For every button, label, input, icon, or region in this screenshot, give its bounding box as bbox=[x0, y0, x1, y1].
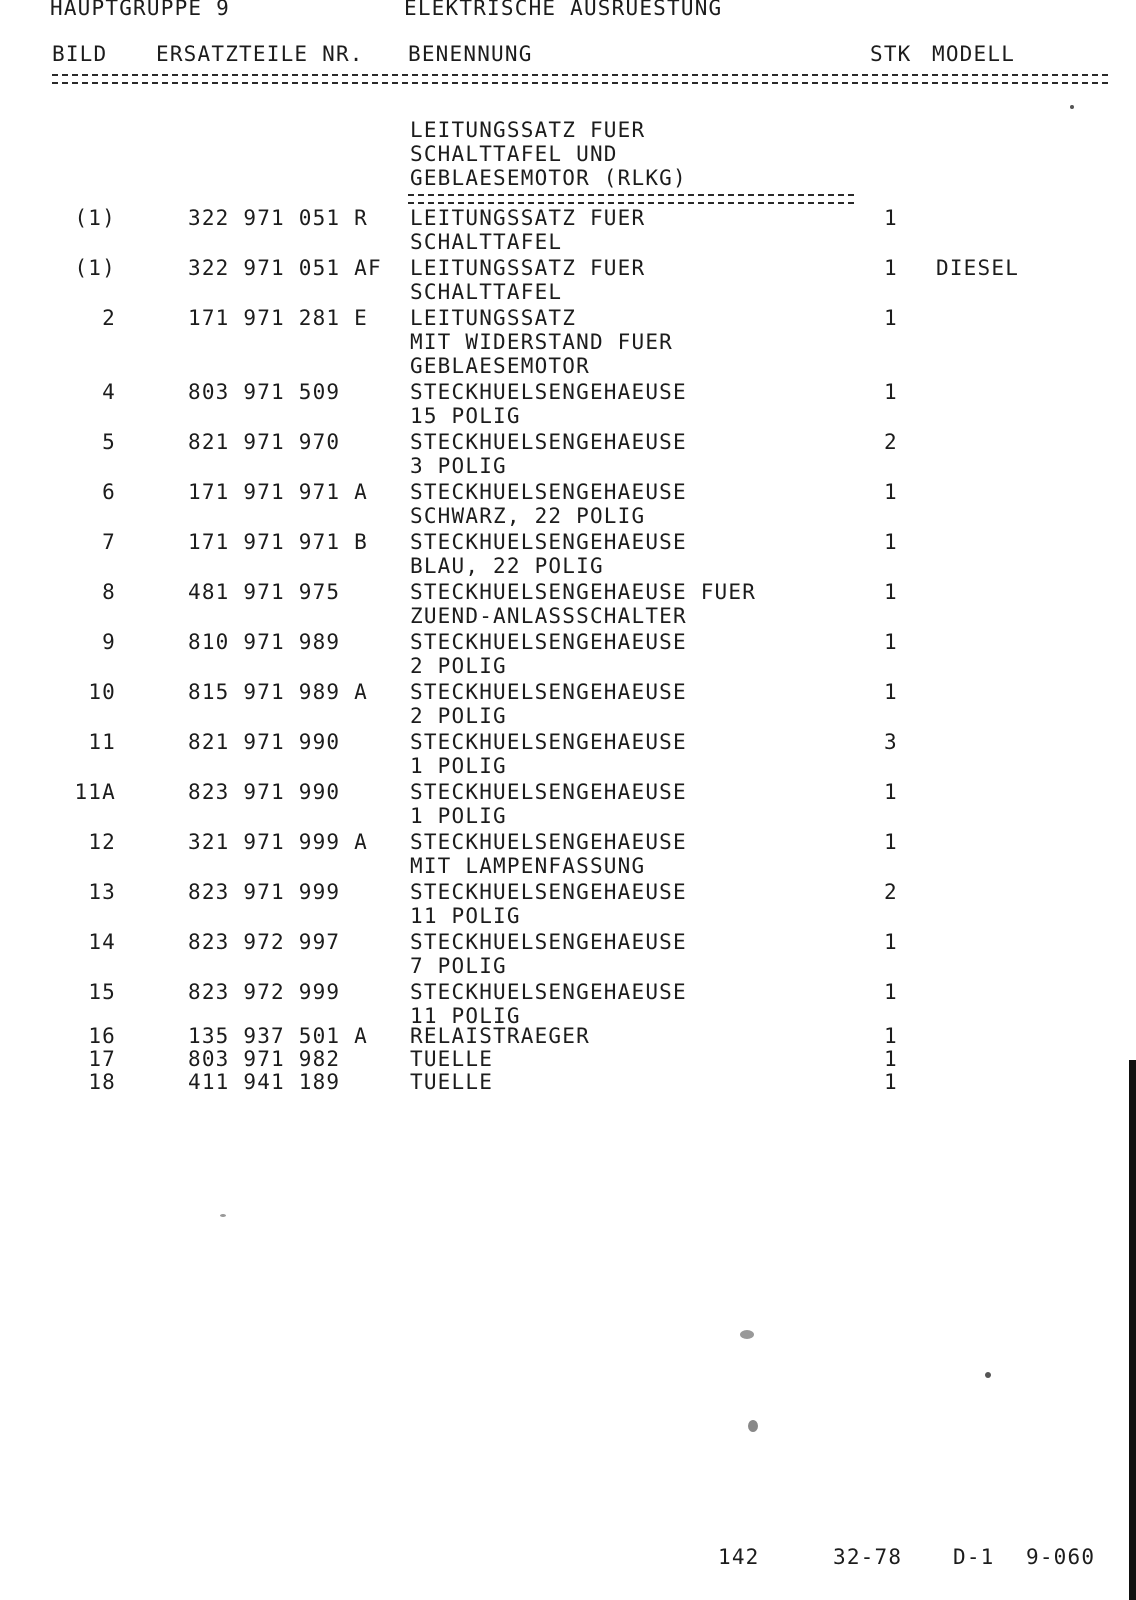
item-bild-number: 6 bbox=[102, 480, 116, 504]
item-description-line-1: STECKHUELSENGEHAEUSE bbox=[410, 930, 687, 954]
footer-code-page: 9-060 bbox=[1026, 1545, 1096, 1569]
item-description-line-1: STECKHUELSENGEHAEUSE bbox=[410, 630, 687, 654]
item-description-line-3: GEBLAESEMOTOR bbox=[410, 354, 590, 378]
item-bild-number: 4 bbox=[102, 380, 116, 404]
item-quantity: 1 bbox=[884, 306, 898, 330]
item-bild-number: 13 bbox=[88, 880, 116, 904]
item-model: DIESEL bbox=[936, 256, 1020, 280]
footer-date-code: 32-78 bbox=[833, 1545, 903, 1569]
column-header-quantity: STK bbox=[870, 42, 912, 66]
item-part-number: 821 971 990 bbox=[188, 730, 341, 754]
item-description-line-1: LEITUNGSSATZ bbox=[410, 306, 577, 330]
item-description-line-2: SCHALTTAFEL bbox=[410, 280, 563, 304]
item-part-number: 803 971 509 bbox=[188, 380, 341, 404]
item-description-line-2: MIT LAMPENFASSUNG bbox=[410, 854, 646, 878]
item-bild-number: 15 bbox=[88, 980, 116, 1004]
column-header-part-number: ERSATZTEILE NR. bbox=[156, 42, 364, 66]
item-description-line-2: 15 POLIG bbox=[410, 404, 521, 428]
item-description-line-1: TUELLE bbox=[410, 1070, 494, 1094]
item-part-number: 803 971 982 bbox=[188, 1047, 341, 1071]
item-part-number: 823 972 997 bbox=[188, 930, 341, 954]
column-header-description: BENENNUNG bbox=[408, 42, 533, 66]
item-quantity: 1 bbox=[884, 380, 898, 404]
scan-speck bbox=[748, 1420, 758, 1432]
item-part-number: 135 937 501 A bbox=[188, 1024, 368, 1048]
item-description-line-1: LEITUNGSSATZ FUER bbox=[410, 256, 646, 280]
item-part-number: 322 971 051 AF bbox=[188, 256, 382, 280]
item-bild-number: 8 bbox=[102, 580, 116, 604]
header-double-rule bbox=[52, 74, 1108, 84]
scan-speck bbox=[985, 1372, 991, 1378]
item-bild-number: 12 bbox=[88, 830, 116, 854]
column-header-model: MODELL bbox=[932, 42, 1016, 66]
item-quantity: 1 bbox=[884, 930, 898, 954]
item-description-line-1: STECKHUELSENGEHAEUSE bbox=[410, 780, 687, 804]
item-part-number: 411 941 189 bbox=[188, 1070, 341, 1094]
item-description-line-1: RELAISTRAEGER bbox=[410, 1024, 590, 1048]
footer-code-d: D-1 bbox=[953, 1545, 995, 1569]
item-quantity: 1 bbox=[884, 256, 898, 280]
item-part-number: 810 971 989 bbox=[188, 630, 341, 654]
item-part-number: 322 971 051 R bbox=[188, 206, 368, 230]
item-description-line-2: 1 POLIG bbox=[410, 754, 507, 778]
item-description-line-2: 11 POLIG bbox=[410, 1004, 521, 1028]
item-quantity: 2 bbox=[884, 430, 898, 454]
item-bild-number: 11A bbox=[74, 780, 116, 804]
item-bild-number: 9 bbox=[102, 630, 116, 654]
item-description-line-1: STECKHUELSENGEHAEUSE FUER bbox=[410, 580, 757, 604]
item-description-line-2: ZUEND-ANLASSSCHALTER bbox=[410, 604, 687, 628]
item-quantity: 1 bbox=[884, 480, 898, 504]
item-bild-number: 17 bbox=[88, 1047, 116, 1071]
item-quantity: 1 bbox=[884, 206, 898, 230]
item-part-number: 481 971 975 bbox=[188, 580, 341, 604]
item-quantity: 1 bbox=[884, 530, 898, 554]
section-title-line-2: SCHALTTAFEL UND bbox=[410, 142, 618, 166]
item-bild-number: 2 bbox=[102, 306, 116, 330]
item-description-line-1: STECKHUELSENGEHAEUSE bbox=[410, 980, 687, 1004]
scan-speck bbox=[220, 1214, 226, 1217]
item-bild-number: 16 bbox=[88, 1024, 116, 1048]
item-bild-number: 14 bbox=[88, 930, 116, 954]
item-part-number: 171 971 281 E bbox=[188, 306, 368, 330]
item-description-line-1: STECKHUELSENGEHAEUSE bbox=[410, 680, 687, 704]
item-bild-number: 7 bbox=[102, 530, 116, 554]
scan-speck bbox=[1070, 105, 1074, 109]
section-title-line-1: LEITUNGSSATZ FUER bbox=[410, 118, 646, 142]
item-quantity: 1 bbox=[884, 1047, 898, 1071]
item-description-line-1: TUELLE bbox=[410, 1047, 494, 1071]
item-quantity: 1 bbox=[884, 580, 898, 604]
item-bild-number: (1) bbox=[74, 256, 116, 280]
item-description-line-2: 2 POLIG bbox=[410, 704, 507, 728]
item-quantity: 1 bbox=[884, 830, 898, 854]
item-quantity: 2 bbox=[884, 880, 898, 904]
item-bild-number: 18 bbox=[88, 1070, 116, 1094]
section-double-rule bbox=[408, 194, 854, 204]
item-description-line-1: STECKHUELSENGEHAEUSE bbox=[410, 380, 687, 404]
item-part-number: 821 971 970 bbox=[188, 430, 341, 454]
scan-speck bbox=[740, 1330, 754, 1339]
item-part-number: 171 971 971 A bbox=[188, 480, 368, 504]
item-quantity: 1 bbox=[884, 680, 898, 704]
item-description-line-2: SCHALTTAFEL bbox=[410, 230, 563, 254]
section-title-line-3: GEBLAESEMOTOR (RLKG) bbox=[410, 166, 687, 190]
item-description-line-1: STECKHUELSENGEHAEUSE bbox=[410, 530, 687, 554]
main-group-label: HAUPTGRUPPE 9 bbox=[50, 0, 230, 20]
item-quantity: 1 bbox=[884, 1024, 898, 1048]
item-part-number: 815 971 989 A bbox=[188, 680, 368, 704]
item-quantity: 1 bbox=[884, 630, 898, 654]
item-description-line-2: BLAU, 22 POLIG bbox=[410, 554, 604, 578]
item-quantity: 1 bbox=[884, 980, 898, 1004]
item-description-line-1: STECKHUELSENGEHAEUSE bbox=[410, 830, 687, 854]
item-part-number: 321 971 999 A bbox=[188, 830, 368, 854]
item-description-line-1: STECKHUELSENGEHAEUSE bbox=[410, 430, 687, 454]
item-description-line-2: MIT WIDERSTAND FUER bbox=[410, 330, 674, 354]
item-quantity: 1 bbox=[884, 780, 898, 804]
item-bild-number: 10 bbox=[88, 680, 116, 704]
item-description-line-2: 7 POLIG bbox=[410, 954, 507, 978]
item-part-number: 823 971 990 bbox=[188, 780, 341, 804]
item-part-number: 171 971 971 B bbox=[188, 530, 368, 554]
item-part-number: 823 972 999 bbox=[188, 980, 341, 1004]
item-description-line-2: SCHWARZ, 22 POLIG bbox=[410, 504, 646, 528]
item-bild-number: (1) bbox=[74, 206, 116, 230]
item-description-line-1: STECKHUELSENGEHAEUSE bbox=[410, 480, 687, 504]
column-header-bild: BILD bbox=[52, 42, 108, 66]
item-description-line-1: STECKHUELSENGEHAEUSE bbox=[410, 880, 687, 904]
item-description-line-1: STECKHUELSENGEHAEUSE bbox=[410, 730, 687, 754]
item-description-line-2: 11 POLIG bbox=[410, 904, 521, 928]
item-quantity: 3 bbox=[884, 730, 898, 754]
page-number: 142 bbox=[718, 1545, 760, 1569]
item-bild-number: 11 bbox=[88, 730, 116, 754]
scan-edge-shadow bbox=[1129, 1060, 1136, 1600]
item-bild-number: 5 bbox=[102, 430, 116, 454]
item-part-number: 823 971 999 bbox=[188, 880, 341, 904]
item-description-line-2: 2 POLIG bbox=[410, 654, 507, 678]
item-description-line-1: LEITUNGSSATZ FUER bbox=[410, 206, 646, 230]
item-quantity: 1 bbox=[884, 1070, 898, 1094]
page-title: ELEKTRISCHE AUSRUESTUNG bbox=[404, 0, 723, 20]
item-description-line-2: 3 POLIG bbox=[410, 454, 507, 478]
item-description-line-2: 1 POLIG bbox=[410, 804, 507, 828]
